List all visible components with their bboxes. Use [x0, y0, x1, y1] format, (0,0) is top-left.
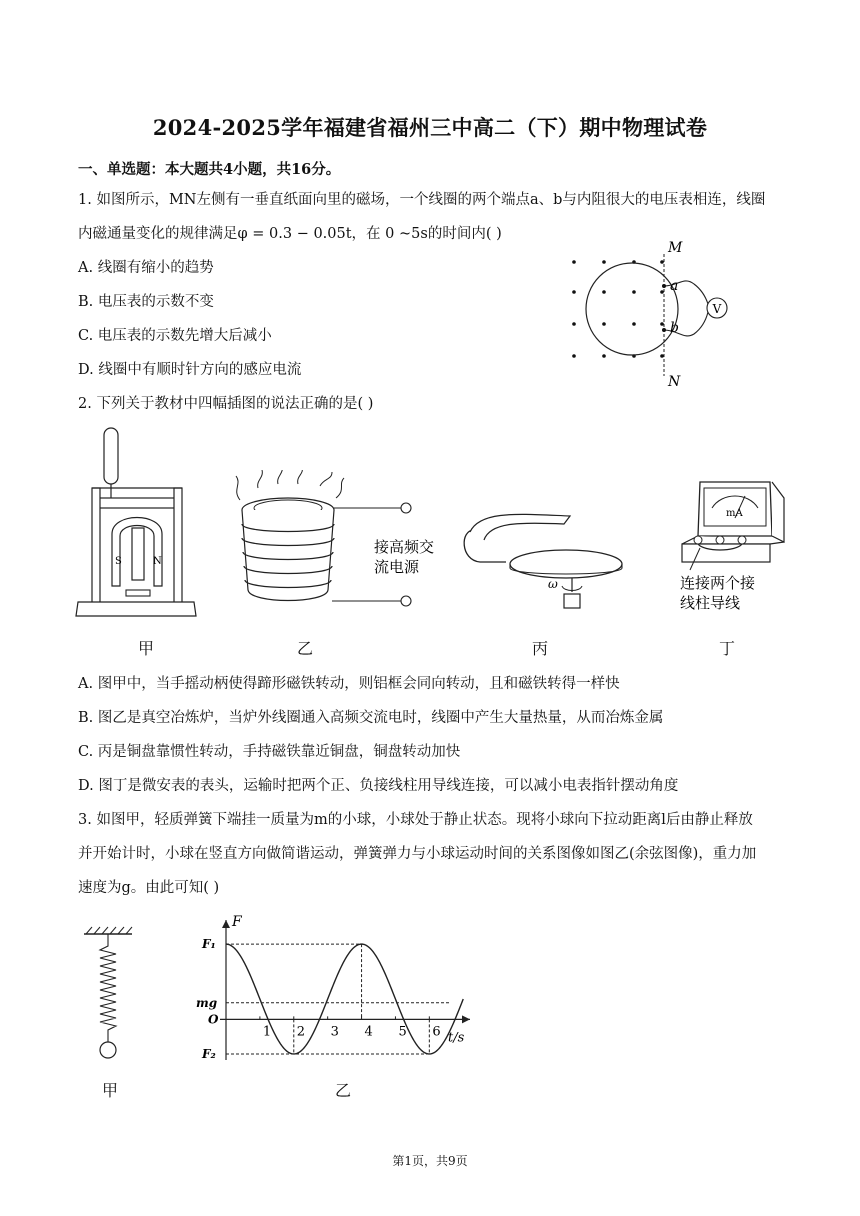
q2-caption-ding: 丁	[718, 639, 735, 658]
q2-option-a: A. 图甲中，当手摇动柄使得蹄形磁铁转动，则铝框会同向转动，且和磁铁转得一样快	[78, 676, 620, 692]
magnet-n: N	[153, 556, 162, 567]
voltmeter-label: V	[712, 302, 722, 316]
q1-option-d: D. 线圈中有顺时针方向的感应电流	[78, 362, 302, 378]
q3-stem-line3: 速度为g。由此可知( )	[78, 880, 220, 896]
y-axis-label: F	[232, 914, 242, 930]
x-tick-label: 1	[262, 1024, 272, 1040]
q2-figure-jia	[74, 424, 204, 624]
label-b: b	[670, 320, 679, 336]
x-tick-label: 2	[296, 1024, 306, 1040]
x-tick-label: 3	[330, 1024, 339, 1040]
meter-unit: mA	[726, 508, 743, 519]
q2-caption-jia: 甲	[137, 639, 154, 658]
series-line-force	[226, 944, 463, 1054]
furnace-label-line1: 接高频交	[374, 538, 435, 556]
q2-figure-ding	[660, 478, 800, 618]
q1-option-a: A. 线圈有缩小的趋势	[78, 260, 214, 276]
ball	[100, 1042, 116, 1058]
q2-option-c: C. 丙是铜盘靠惯性转动，手持磁铁靠近铜盘，铜盘转动加快	[78, 744, 461, 760]
q1-stem-line1: 1. 如图所示，MN左侧有一垂直纸面向里的磁场，一个线圈的两个端点a、b与内阻很大的电压表相连，线圈	[78, 192, 766, 208]
q2-figure-yi	[228, 470, 468, 620]
q2-option-b: B. 图乙是真空冶炼炉，当炉外线圈通入高频交流电时，线圈中产生大量热量，从而冶炼金属	[78, 710, 664, 726]
y-label-f1: F₁	[202, 937, 216, 952]
ammeter-label-line1: 连接两个接	[680, 574, 756, 592]
q1-figure-coil	[560, 240, 750, 390]
q1-option-b: B. 电压表的示数不变	[78, 294, 214, 310]
y-label-mg: mg	[196, 995, 218, 1010]
x-tick-label: 6	[432, 1024, 441, 1040]
x-tick-label: 4	[364, 1024, 373, 1040]
q1-option-c: C. 电压表的示数先增大后减小	[78, 328, 272, 344]
label-a: a	[670, 278, 679, 294]
x-tick-label: 5	[398, 1024, 407, 1040]
label-n: N	[668, 374, 681, 390]
q3-caption-jia: 甲	[101, 1081, 118, 1100]
y-label-f2: F₂	[202, 1046, 216, 1061]
q3-caption-yi: 乙	[334, 1081, 351, 1100]
spring-coil	[100, 934, 116, 1042]
magnet-s: S	[115, 556, 122, 567]
page-footer: 第1页，共9页	[392, 1154, 468, 1168]
q2-stem: 2. 下列关于教材中四幅插图的说法正确的是( )	[78, 396, 374, 412]
q3-chart-force-time	[190, 910, 500, 1070]
q3-figure-spring	[78, 924, 138, 1064]
q1-stem-line2: 内磁通量变化的规律满足φ = 0.3 − 0.05t，在 0 ~5s的时间内( )	[78, 226, 502, 242]
x-axis-arrow	[462, 1015, 470, 1023]
furnace-label-line2: 流电源	[374, 558, 420, 576]
q2-caption-bing: 丙	[531, 639, 548, 658]
label-m: M	[668, 240, 683, 256]
q2-caption-yi: 乙	[296, 639, 313, 658]
q2-figure-bing	[460, 500, 640, 620]
q3-stem-line1: 3. 如图甲，轻质弹簧下端挂一质量为m的小球，小球处于静止状态。现将小球向下拉动距离l后由静止释放	[78, 812, 753, 828]
y-label-origin: O	[208, 1012, 219, 1027]
page-title: 2024-2025学年福建省福州三中高二（下）期中物理试卷	[152, 115, 708, 140]
x-axis-label: t/s	[448, 1030, 465, 1046]
q2-option-d: D. 图丁是微安表的表头，运输时把两个正、负接线柱用导线连接，可以减小电表指针摆动角度	[78, 778, 679, 794]
omega-label: ω	[548, 577, 558, 591]
section-heading: 一、单选题：本大题共4小题，共16分。	[78, 161, 341, 178]
q3-stem-line2: 并开始计时，小球在竖直方向做简谐运动，弹簧弹力与小球运动时间的关系图像如图乙(余弦图像)，重力加	[78, 846, 757, 862]
ammeter-label-line2: 线柱导线	[680, 594, 741, 612]
y-axis-arrow	[222, 920, 230, 928]
